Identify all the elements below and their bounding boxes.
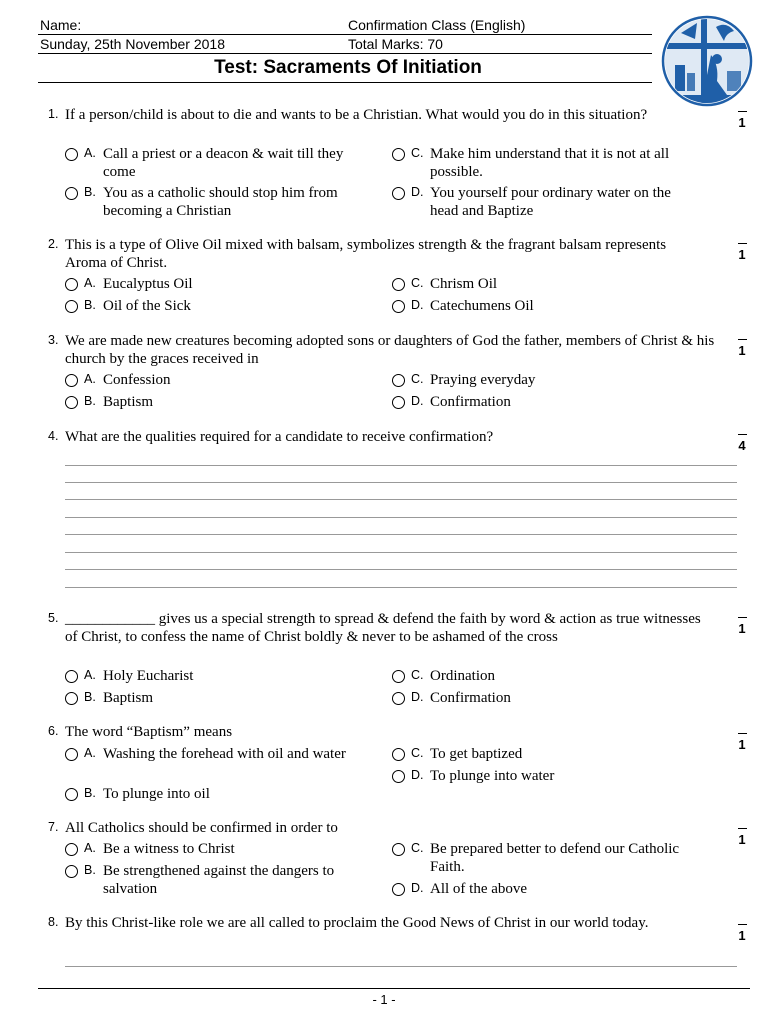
radio-button[interactable] [392, 770, 405, 783]
radio-button[interactable] [65, 788, 78, 801]
name-label: Name: [40, 17, 82, 33]
option-text: Catechumens Oil [430, 298, 534, 314]
question-number: 2. [48, 237, 59, 251]
option-c[interactable] [392, 667, 692, 685]
radio-button[interactable] [392, 148, 405, 161]
total-marks: Total Marks: 70 [348, 36, 443, 52]
option-text: Holy Eucharist [103, 668, 194, 684]
test-date: Sunday, 25th November 2018 [40, 36, 225, 52]
option-text: Call a priest or a deacon & wait till they come [103, 146, 344, 180]
question-marks: 1 [735, 828, 749, 847]
question-marks: 1 [735, 617, 749, 636]
option-d[interactable] [392, 184, 692, 220]
question-number: 7. [48, 820, 59, 834]
option-letter: B. [84, 298, 96, 312]
radio-button[interactable] [392, 692, 405, 705]
question-text: This is a type of Olive Oil mixed with balsam, symbolizes strength & the fragrant balsam represents Aroma of Christ. [65, 237, 667, 271]
option-letter: A. [84, 841, 96, 855]
option-d[interactable] [392, 297, 692, 315]
option-letter: C. [411, 146, 424, 160]
option-text: You yourself pour ordinary water on the head and Baptize [430, 185, 671, 219]
radio-button[interactable] [392, 748, 405, 761]
radio-button[interactable] [65, 374, 78, 387]
question-number: 5. [48, 611, 59, 625]
option-letter: B. [84, 786, 96, 800]
option-letter: A. [84, 668, 96, 682]
option-a[interactable] [65, 840, 365, 858]
title-divider [38, 82, 652, 83]
answer-line[interactable] [65, 966, 737, 967]
radio-button[interactable] [65, 396, 78, 409]
option-c[interactable] [392, 145, 692, 181]
option-d[interactable] [392, 689, 692, 707]
option-letter: A. [84, 276, 96, 290]
radio-button[interactable] [65, 278, 78, 291]
option-b[interactable] [65, 862, 365, 898]
option-c[interactable] [392, 840, 692, 876]
option-a[interactable] [65, 371, 365, 389]
option-letter: D. [411, 185, 424, 199]
question-text: ____________ gives us a special strength to spread & defend the faith by word & action as true witnesses of Christ, to confess the name of Christ boldly & never to be ashamed of the cross [65, 611, 701, 645]
answer-line[interactable] [65, 465, 737, 466]
question-text: What are the qualities required for a candidate to receive confirmation? [65, 429, 494, 445]
option-b[interactable] [65, 785, 365, 803]
option-letter: A. [84, 372, 96, 386]
church-logo [661, 15, 753, 107]
question-7 [38, 819, 718, 837]
option-letter: D. [411, 394, 424, 408]
option-letter: D. [411, 298, 424, 312]
answer-line[interactable] [65, 552, 737, 553]
option-text: Oil of the Sick [103, 298, 191, 314]
header-divider [38, 53, 652, 54]
answer-line[interactable] [65, 534, 737, 535]
option-d[interactable] [392, 393, 692, 411]
option-a[interactable] [65, 275, 365, 293]
question-8 [38, 914, 718, 932]
option-text: All of the above [430, 881, 528, 897]
option-a[interactable] [65, 145, 365, 181]
option-b[interactable] [65, 297, 365, 315]
option-text: Baptism [103, 690, 154, 706]
option-text: To get baptized [430, 746, 523, 762]
question-text: All Catholics should be confirmed in order to [65, 820, 338, 836]
radio-button[interactable] [392, 883, 405, 896]
question-marks: 1 [735, 339, 749, 358]
option-letter: B. [84, 863, 96, 877]
footer-divider [38, 988, 750, 989]
option-c[interactable] [392, 745, 692, 763]
question-5 [38, 610, 718, 646]
option-letter: B. [84, 690, 96, 704]
answer-line[interactable] [65, 517, 737, 518]
answer-line[interactable] [65, 499, 737, 500]
option-b[interactable] [65, 184, 365, 220]
question-3 [38, 332, 718, 368]
option-letter: D. [411, 881, 424, 895]
radio-button[interactable] [65, 187, 78, 200]
radio-button[interactable] [65, 843, 78, 856]
answer-line[interactable] [65, 482, 737, 483]
option-b[interactable] [65, 393, 365, 411]
option-letter: A. [84, 746, 96, 760]
option-text: Eucalyptus Oil [103, 276, 193, 292]
question-marks: 1 [735, 733, 749, 752]
option-text: Confirmation [430, 690, 511, 706]
radio-button[interactable] [392, 278, 405, 291]
question-text: We are made new creatures becoming adopted sons or daughters of God the father, members of Christ & his church by the graces received in [65, 333, 715, 367]
option-text: Chrism Oil [430, 276, 498, 292]
option-text: To plunge into water [430, 768, 555, 784]
answer-line[interactable] [65, 587, 737, 588]
option-text: Be strengthened against the dangers to salvation [103, 863, 335, 897]
question-6 [38, 723, 718, 741]
option-text: To plunge into oil [103, 786, 210, 802]
radio-button[interactable] [392, 187, 405, 200]
radio-button[interactable] [65, 148, 78, 161]
option-letter: D. [411, 690, 424, 704]
option-letter: C. [411, 668, 424, 682]
question-number: 4. [48, 429, 59, 443]
option-a[interactable] [65, 667, 365, 685]
question-text: The word “Baptism” means [65, 724, 233, 740]
option-text: Make him understand that it is not at all possible. [430, 146, 670, 180]
option-text: Confession [103, 372, 171, 388]
option-c[interactable] [392, 275, 692, 293]
question-marks: 1 [735, 243, 749, 262]
radio-button[interactable] [65, 670, 78, 683]
question-number: 1. [48, 107, 59, 121]
radio-button[interactable] [392, 300, 405, 313]
option-text: Confirmation [430, 394, 511, 410]
option-text: Ordination [430, 668, 495, 684]
option-text: Be a witness to Christ [103, 841, 235, 857]
option-d[interactable] [392, 880, 692, 898]
option-text: Be prepared better to defend our Catholic Faith. [430, 841, 680, 875]
radio-button[interactable] [392, 670, 405, 683]
question-number: 6. [48, 724, 59, 738]
question-2 [38, 236, 718, 272]
question-number: 8. [48, 915, 59, 929]
option-b[interactable] [65, 689, 365, 707]
option-letter: B. [84, 185, 96, 199]
option-text: Washing the forehead with oil and water [103, 746, 346, 762]
option-d[interactable] [392, 767, 692, 785]
radio-button[interactable] [392, 843, 405, 856]
option-letter: C. [411, 276, 424, 290]
option-a[interactable] [65, 745, 365, 763]
question-text: If a person/child is about to die and wants to be a Christian. What would you do in this situation? [65, 107, 648, 123]
radio-button[interactable] [392, 396, 405, 409]
option-text: Baptism [103, 394, 154, 410]
radio-button[interactable] [65, 692, 78, 705]
question-4 [38, 428, 718, 446]
page-number: - 1 - [372, 992, 396, 1007]
radio-button[interactable] [65, 300, 78, 313]
answer-line[interactable] [65, 569, 737, 570]
question-number: 3. [48, 333, 59, 347]
radio-button[interactable] [65, 865, 78, 878]
question-marks: 1 [735, 111, 749, 130]
option-letter: C. [411, 372, 424, 386]
question-marks: 1 [735, 924, 749, 943]
page-title: Test: Sacraments Of Initiation [214, 57, 482, 78]
option-letter: C. [411, 746, 424, 760]
radio-button[interactable] [392, 374, 405, 387]
option-c[interactable] [392, 371, 692, 389]
option-text: You as a catholic should stop him from becoming a Christian [103, 185, 338, 219]
header-divider [38, 34, 652, 35]
option-letter: C. [411, 841, 424, 855]
option-text: Praying everyday [430, 372, 536, 388]
option-letter: A. [84, 146, 96, 160]
option-letter: B. [84, 394, 96, 408]
question-marks: 4 [735, 434, 749, 453]
option-letter: D. [411, 768, 424, 782]
radio-button[interactable] [65, 748, 78, 761]
class-label: Confirmation Class (English) [348, 17, 526, 33]
question-1 [38, 106, 718, 124]
question-text: By this Christ-like role we are all called to proclaim the Good News of Christ in our world today. [65, 915, 649, 931]
